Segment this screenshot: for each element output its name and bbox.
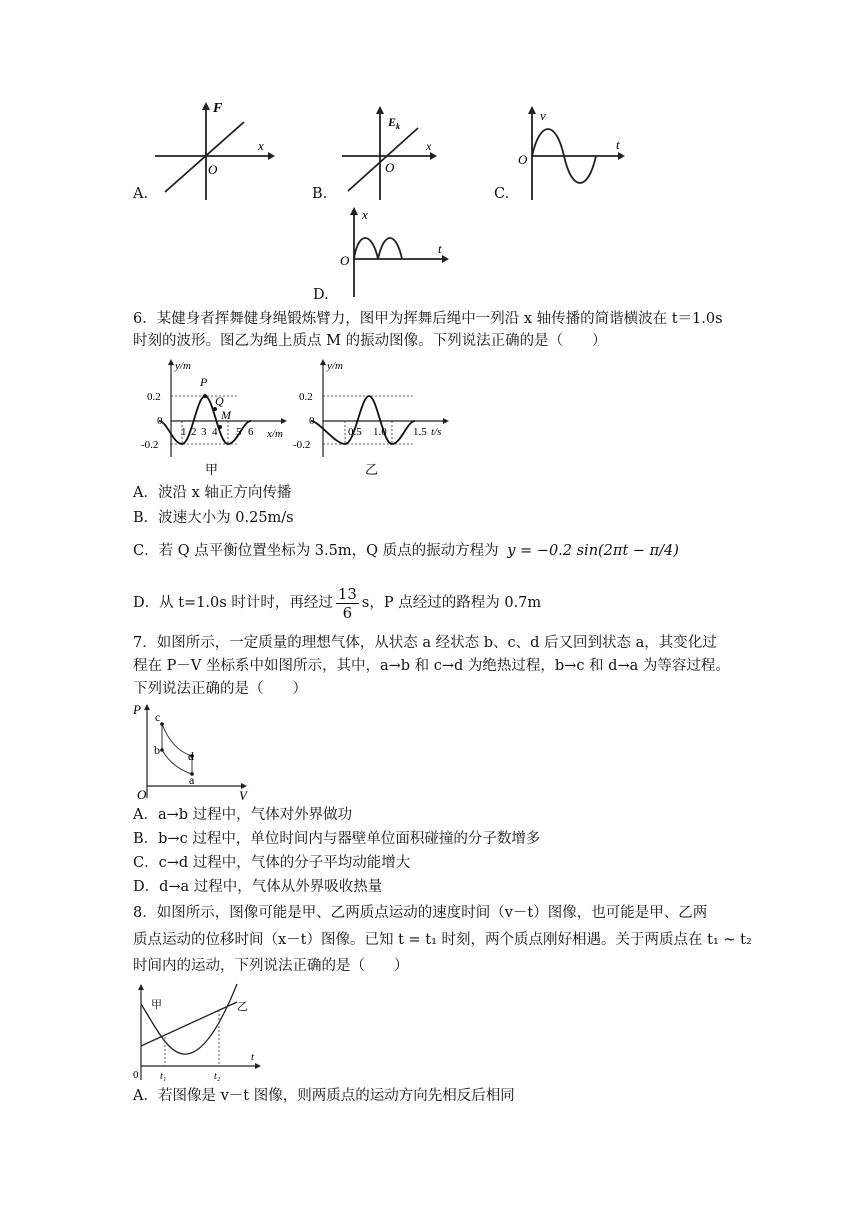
jia-ytick-neg0.2: -0.2	[141, 439, 159, 451]
graph-d-displacement-time	[338, 207, 450, 297]
q6-figure-yi-vibration	[295, 357, 455, 477]
q6-figure-jia-waveform	[133, 357, 293, 477]
graph-c-origin: O	[518, 152, 528, 167]
jia-xtick-4: 4	[212, 426, 218, 438]
jia-xtick-1: 1	[181, 426, 187, 438]
yi-xtick-0.5: 0.5	[348, 426, 362, 438]
q6-option-d	[133, 581, 541, 625]
yi-caption: 乙	[365, 462, 379, 477]
q8-stem-line2: 质点运动的位移时间（x－t）图像。已知 t = t₁ 时刻，两个质点刚好相遇。关于两质点在 t₁ ~ t₂	[133, 932, 752, 948]
jia-point-p: P	[200, 375, 208, 389]
q8-stem-line3: 时间内的运动，下列说法正确的是（ ）	[133, 958, 409, 974]
q6-stem-line2: 时刻的波形。图乙为绳上质点 M 的振动图像。下列说法正确的是（ ）	[133, 333, 607, 349]
q7-option-c: C．c→d 过程中，气体的分子平均动能增大	[133, 855, 411, 871]
pv-state-d: d	[188, 749, 194, 763]
jia-ylabel: y/m	[175, 360, 191, 372]
jia-xtick-5: 5	[236, 426, 242, 438]
graph-c-velocity-time	[516, 106, 626, 202]
jia-ytick-0: 0	[157, 415, 163, 427]
graph-d-origin: O	[340, 253, 350, 268]
q8-stem-line1: 8．如图所示，图像可能是甲、乙两质点运动的速度时间（v－t）图像，也可能是甲、乙两	[133, 905, 708, 921]
option-d-label: D.	[313, 287, 329, 303]
yi-ytick-neg0.2: -0.2	[293, 439, 311, 451]
jia-point-m: M	[221, 408, 231, 422]
pv-origin: O	[137, 787, 147, 802]
q8-t1: t₁	[160, 1071, 167, 1082]
q7-pv-diagram	[133, 702, 253, 802]
q8-origin: 0	[133, 1069, 139, 1081]
graph-b-ylabel-sub: k	[396, 122, 401, 131]
q7-option-b: B．b→c 过程中，单位时间内与器壁单位面积碰撞的分子数增多	[133, 831, 541, 847]
pv-state-a: a	[189, 773, 195, 787]
jia-xtick-3: 3	[201, 426, 207, 438]
q6-option-c	[133, 540, 679, 562]
jia-xtick-2: 2	[191, 426, 197, 438]
q6-option-a: A．波沿 x 轴正方向传播	[133, 485, 292, 501]
q7-option-d: D．d→a 过程中，气体从外界吸收热量	[133, 879, 383, 895]
q8-label-jia: 甲	[151, 999, 162, 1011]
q8-motion-graph	[133, 982, 268, 1082]
graph-b-ylabel: E	[388, 115, 397, 129]
jia-caption: 甲	[205, 462, 219, 477]
graph-b-xlabel: x	[426, 139, 432, 153]
pv-state-b: b	[154, 743, 160, 757]
yi-ytick-0: 0	[309, 415, 315, 427]
graph-d-xlabel: t	[438, 241, 442, 256]
q8-t2: t₂	[214, 1071, 221, 1082]
pv-xlabel: V	[239, 788, 247, 803]
graph-b-origin: O	[385, 160, 395, 175]
option-b-label: B.	[312, 186, 328, 202]
jia-ytick-0.2: 0.2	[147, 391, 161, 403]
q6-option-c-formula: y = −0.2 sin(2πt − π/4)	[507, 543, 679, 559]
yi-ylabel: y/m	[327, 360, 343, 372]
graph-a-origin: O	[208, 162, 218, 177]
svg-text:Ek	[387, 115, 400, 131]
q6-option-d-pre: D．从 t=1.0s 时计时，再经过	[133, 595, 333, 611]
graph-b-kinetic-energy	[338, 106, 438, 202]
q8-label-yi: 乙	[237, 1001, 248, 1013]
yi-xtick-1.0: 1.0	[373, 426, 387, 438]
jia-point-q: Q	[215, 394, 224, 408]
yi-ytick-0.2: 0.2	[299, 391, 313, 403]
graph-a-force-displacement	[150, 102, 275, 202]
q8-option-a: A．若图像是 v－t 图像，则两质点的运动方向先相反后相同	[133, 1088, 515, 1104]
q6-stem-line1: 6．某健身者挥舞健身绳锻炼臂力，图甲为挥舞后绳中一列沿 x 轴传播的简谐横波在 t＝1.0s	[133, 311, 723, 327]
graph-d-ylabel: x	[362, 207, 368, 222]
jia-xlabel: x/m	[267, 428, 283, 440]
q6-option-d-post: s，P 点经过的路程为 0.7m	[361, 595, 542, 611]
pv-state-c: c	[155, 710, 161, 724]
fraction-numerator: 13	[337, 584, 357, 603]
q7-stem-line1: 7．如图所示，一定质量的理想气体，从状态 a 经状态 b、c、d 后又回到状态 a，其变化过	[133, 635, 717, 651]
pv-ylabel: P	[133, 702, 141, 717]
q7-stem-line3: 下列说法正确的是（ ）	[133, 681, 307, 697]
option-a-label: A.	[133, 186, 149, 202]
graph-c-xlabel: t	[616, 137, 620, 152]
graph-a-ylabel: F	[213, 101, 223, 116]
q7-option-a: A．a→b 过程中，气体对外界做功	[133, 807, 353, 823]
q6-option-c-text: C．若 Q 点平衡位置坐标为 3.5m，Q 质点的振动方程为	[133, 543, 499, 559]
graph-c-ylabel: v	[540, 108, 546, 123]
q6-option-b: B．波速大小为 0.25m/s	[133, 510, 294, 526]
yi-xtick-1.5: 1.5	[413, 426, 427, 438]
graph-a-xlabel: x	[258, 138, 264, 153]
q7-stem-line2: 程在 P－V 坐标系中如图所示，其中，a→b 和 c→d 为绝热过程，b→c 和 d→a 为等容过程。	[133, 658, 730, 674]
q8-xlabel: t	[251, 1051, 255, 1063]
fraction-denominator: 6	[342, 603, 353, 622]
option-c-label: C.	[494, 186, 510, 202]
q6-option-d-fraction	[336, 585, 359, 622]
yi-xlabel: t/s	[431, 426, 442, 438]
jia-xtick-6: 6	[248, 426, 254, 438]
